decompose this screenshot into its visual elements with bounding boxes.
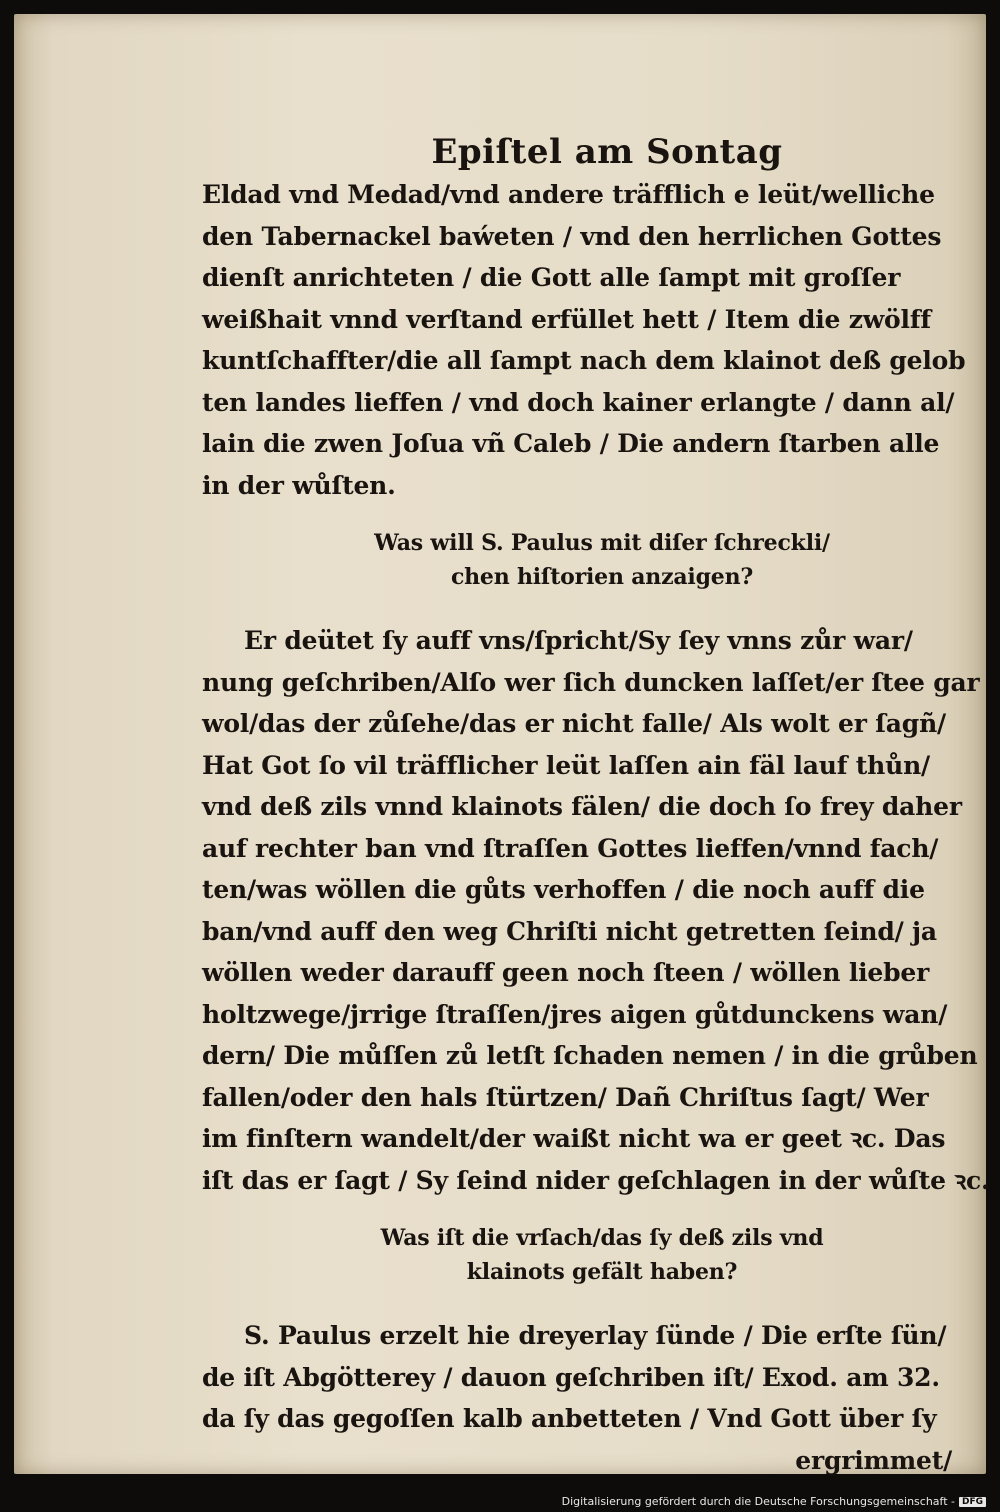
question-heading-2 xyxy=(202,1221,952,1289)
text-line: kuntſchaffter/die all ſampt nach dem klainot deß gelob xyxy=(202,346,966,375)
question-line: Was iſt die vrſach/das ſy deß zils vnd xyxy=(380,1225,824,1251)
dfg-logo-icon: DFG xyxy=(959,1497,986,1507)
text-line: in der wůſten. xyxy=(202,470,396,500)
credit-text: Digitalisierung gefördert durch die Deutsche Forschungsgemeinschaft - xyxy=(561,1495,955,1508)
question-line: klainots gefält haben? xyxy=(466,1259,738,1285)
text-line: fallen/oder den hals ſtürtzen/ Dañ Chriſtus ſagt/ Wer xyxy=(202,1082,929,1112)
text-block xyxy=(202,132,990,1481)
paragraph-3 xyxy=(202,1315,952,1481)
paragraph-2 xyxy=(202,620,990,1201)
text-line: dern/ Die můſſen zů letſt ſchaden nemen / in die grůben xyxy=(202,1041,978,1070)
digitization-credit xyxy=(562,1495,986,1508)
question-line: chen hiſtorien anzaigen? xyxy=(450,564,754,590)
page-header: Epiſtel am Sontag xyxy=(431,132,783,172)
book-page xyxy=(14,14,990,1475)
text-line: lain die zwen Joſua vñ Caleb / Die andern ſtarben alle xyxy=(202,429,940,458)
text-line: wöllen weder darauff geen noch ſteen / wöllen lieber xyxy=(202,958,930,987)
text-line: iſt das er ſagt / Sy ſeind nider geſchlagen in der wůſte ꝛc. xyxy=(202,1165,990,1195)
text-line: S. Paulus erzelt hie dreyerlay ſünde / Die erſte ſün/ xyxy=(244,1321,947,1350)
question-heading-1 xyxy=(202,526,952,594)
text-line: Eldad vnd Medad/vnd andere träfflich e leüt/welliche xyxy=(202,180,935,209)
text-line: wol/das der zůſehe/das er nicht falle/ Als wolt er ſagñ/ xyxy=(202,709,946,738)
text-line: weißhait vnnd verſtand erfüllet hett / Item die zwölff xyxy=(202,304,931,334)
text-line: dienſt anrichteten / die Gott alle ſampt mit groſſer xyxy=(202,263,901,292)
question-line: Was will S. Paulus mit diſer ſchreckli/ xyxy=(374,530,830,556)
catchword: ergrimmet/ xyxy=(795,1445,952,1475)
text-line: ten landes lieffen / vnd doch kainer erlangte / dann al/ xyxy=(202,387,955,417)
text-line: den Tabernackel baẃeten / vnd den herrlichen Gottes xyxy=(202,221,942,251)
text-line: de iſt Abgötterey / dauon geſchriben iſt/ Exod. am 32. xyxy=(202,1362,940,1392)
text-line: holtzwege/jrrige ſtraſſen/jres aigen gůtdunckens wan/ xyxy=(202,999,948,1029)
paragraph-1 xyxy=(202,174,966,506)
text-line: ban/vnd auff den weg Chriſti nicht getretten ſeind/ ja xyxy=(202,916,937,946)
text-line: im finſtern wandelt/der waißt nicht wa er geet ꝛc. Das xyxy=(202,1124,946,1153)
text-line: ten/was wöllen die gůts verhoffen / die noch auff die xyxy=(202,875,925,904)
text-line: auf rechter ban vnd ſtraſſen Gottes lieffen/vnnd fach/ xyxy=(202,833,939,863)
text-line: vnd deß zils vnnd klainots fälen/ die doch ſo frey daher xyxy=(202,792,962,821)
text-line: Er deütet ſy auff vns/ſpricht/Sy ſey vnns zůr war/ xyxy=(244,626,913,655)
text-line: nung geſchriben/Alſo wer ſich duncken laſſet/er ſtee gar xyxy=(202,667,980,697)
text-line: da ſy das gegoſſen kalb anbetteten / Vnd Gott über ſy xyxy=(202,1404,937,1433)
text-line: Hat Got ſo vil träfflicher leüt laſſen ain fäl lauf thůn/ xyxy=(202,750,930,780)
